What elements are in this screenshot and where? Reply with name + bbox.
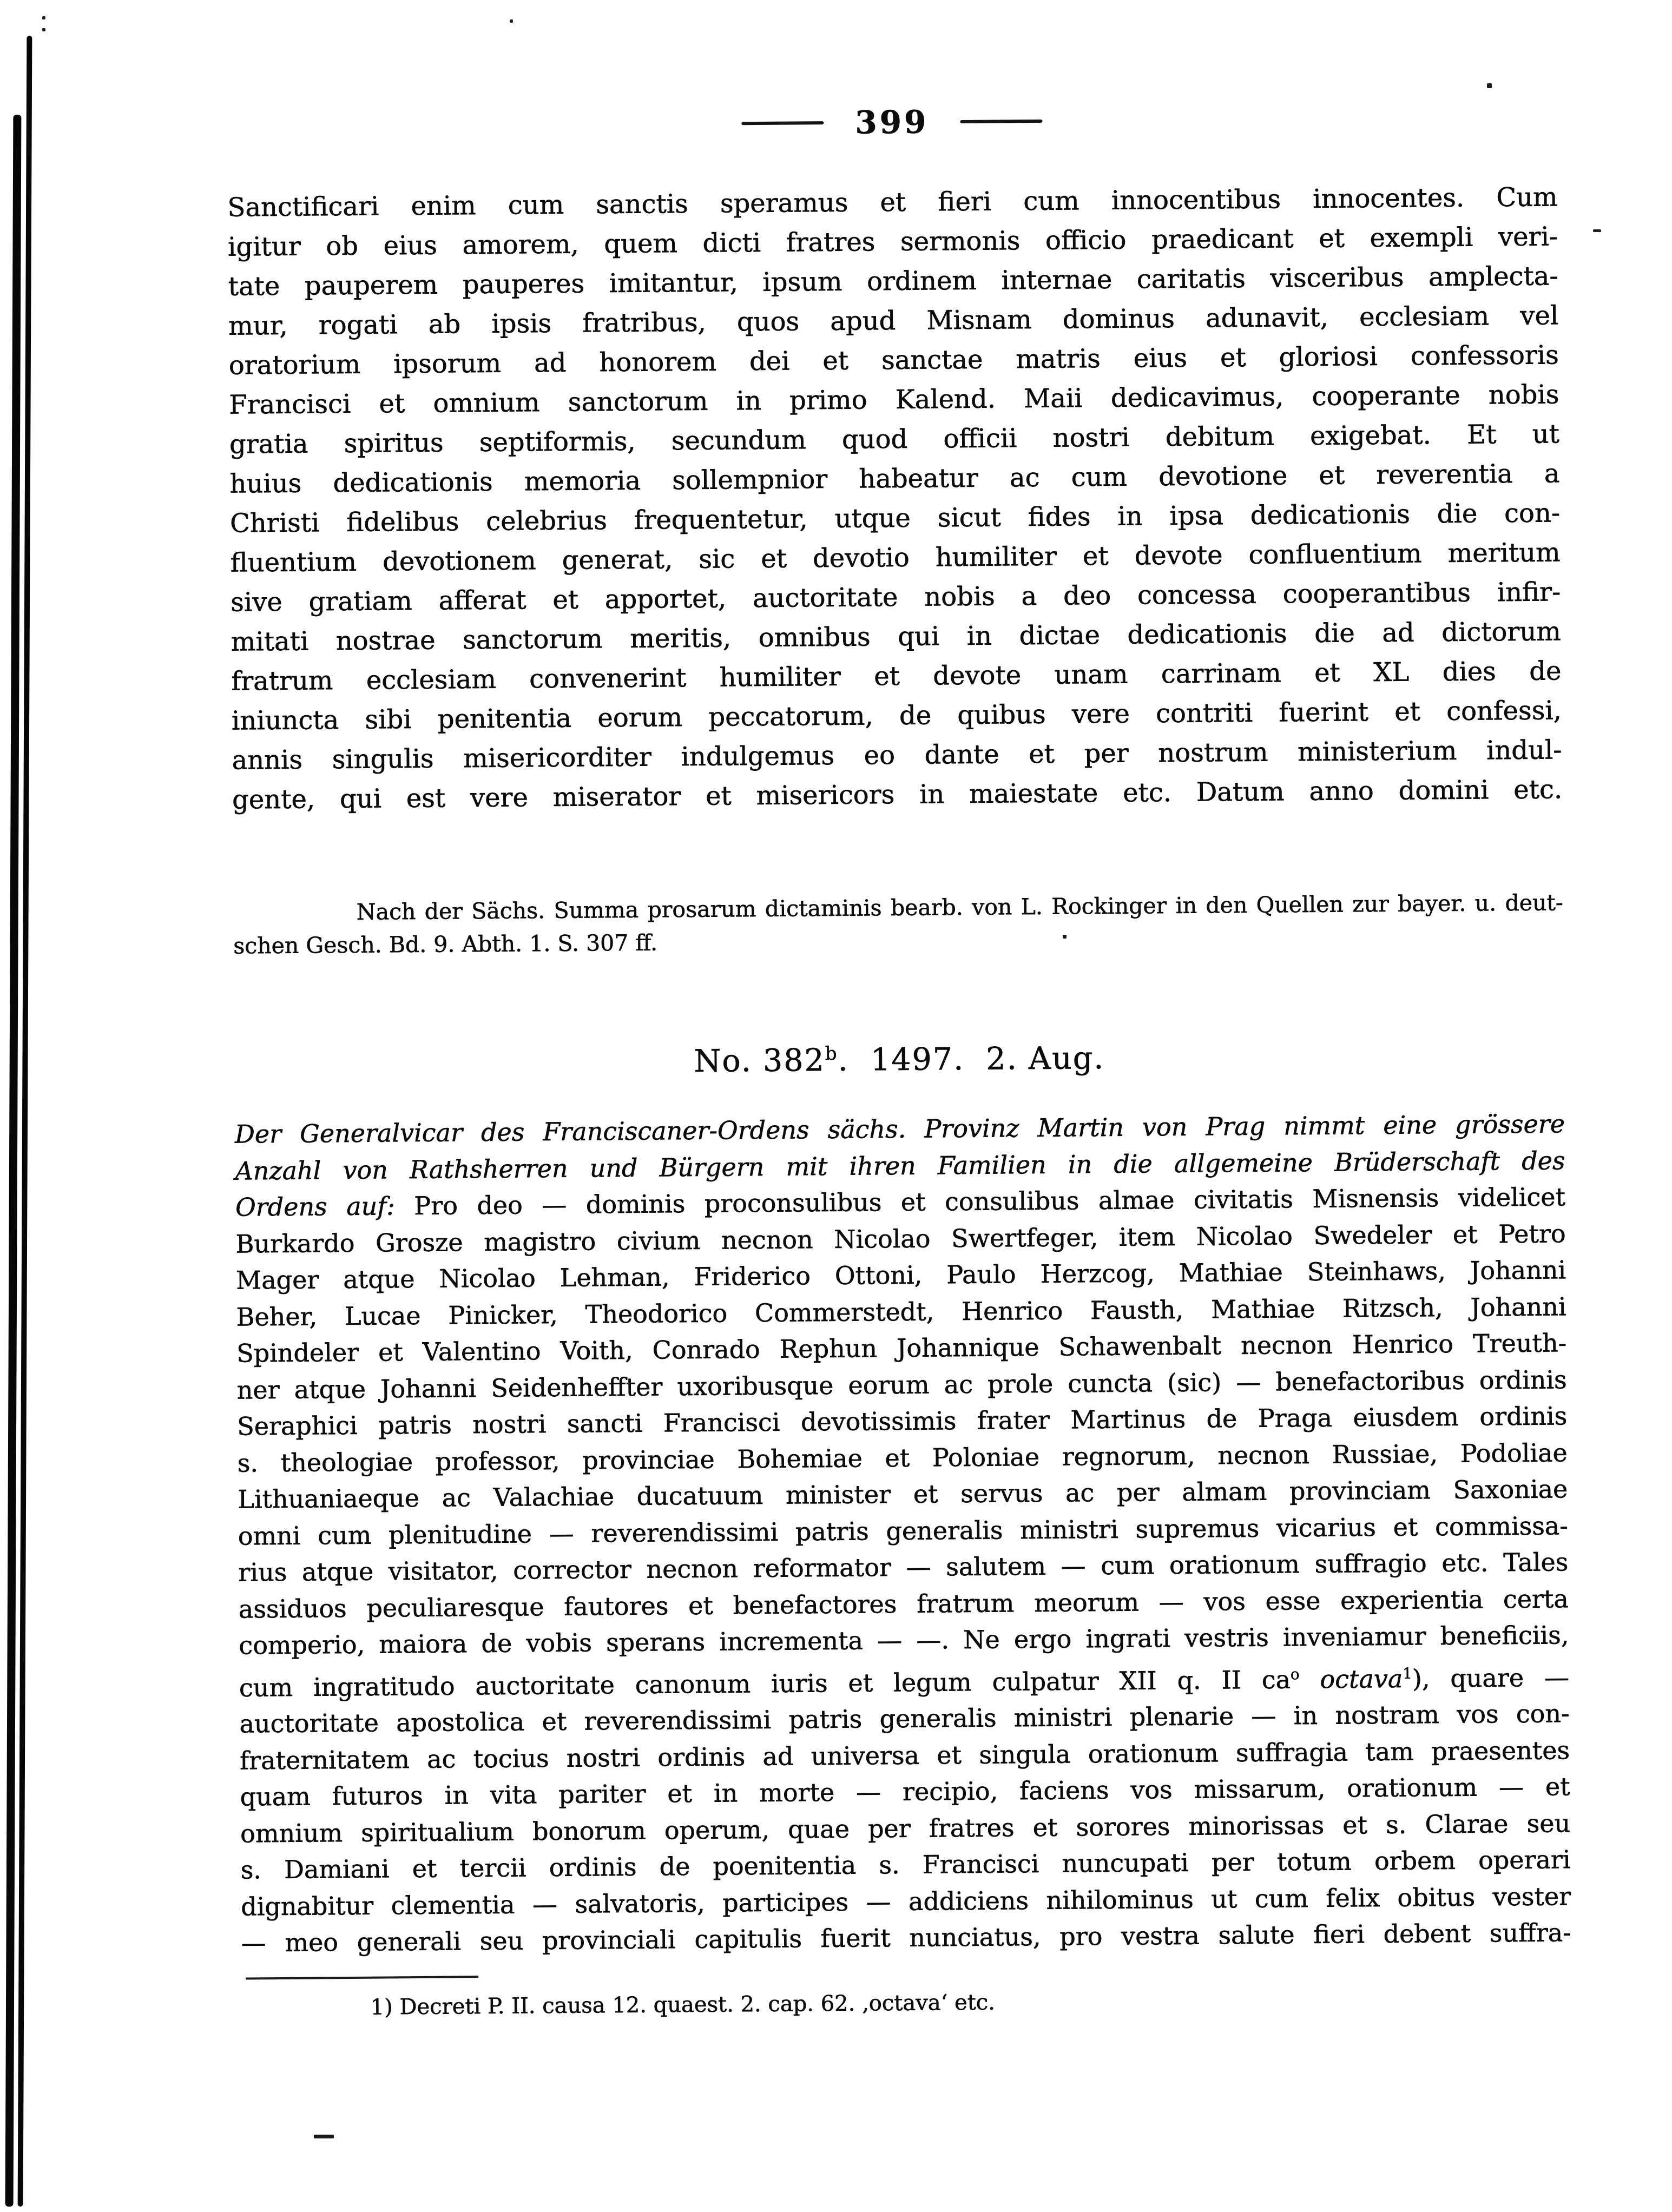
text-line: rius atque visitator, corrector necnon reformator — salutem — cum orationum suffragio etc. Tales [238,1547,1569,1587]
document-382a-body [227,177,1562,820]
header-rule-left [741,121,824,125]
text-line: gratia spiritus septiformis, secundum quod officii nostri debitum exigebat. Et ut [229,419,1560,460]
text-line: quam futuros in vita pariter et in morte — recipio, faciens vos missarum, orationum — et [240,1772,1570,1812]
text-segment: ), quare — [1412,1662,1570,1693]
scan-speck [1593,229,1601,232]
text-line: oratorium ipsorum ad honorem dei et sanctae matris eius et gloriosi confessoris [228,340,1559,381]
text-line: s. theologiae professor, provinciae Bohemiae et Poloniae regnorum, necnon Russiae, Podoliae [237,1437,1568,1478]
text-line: huius dedicationis memoria sollempnior habeatur ac cum devotione et reverentia a [229,458,1560,499]
text-line: tate pauperem pauperes imitantur, ipsum ordinem internae caritatis visceribus amplecta- [228,261,1558,302]
text-line: Beher, Lucae Pinicker, Theodorico Commerstedt, Henrico Fausth, Mathiae Ritzsch, Johanni [236,1291,1566,1332]
scan-speck [42,28,45,31]
text-line: fratrum ecclesiam convenerint humiliter et devote unam carrinam et XL dies de [231,656,1562,697]
text-line: schen Gesch. Bd. 9. Abth. 1. S. 307 ff. [233,929,658,959]
text-line [234,1036,1564,1082]
text-line: ner atque Johanni Seidenheffter uxoribusque eorum ac prole cuncta (sic) — benefactoribus ordinis [236,1364,1567,1405]
text-line: mitati nostrae sanctorum meritis, omnibus qui in dictae dedicationis die ad dictorum [231,616,1562,657]
text-line: Nach der Sächs. Summa prosarum dictaminis bearb. von L. Rockinger in den Quellen zur bayer. u. deut- [356,889,1563,925]
text-line: Mager atque Nicolao Lehman, Friderico Ottoni, Paulo Herzcog, Mathiae Steinhaws, Johanni [235,1255,1566,1295]
text-segment: cum ingratitudo auctoritate canonum iuris et legum culpatur XII q. II ca [239,1665,1291,1702]
text-segment: No. 382 [694,1042,826,1079]
header-rule-right [960,120,1042,123]
text-line: gente, qui est vere miserator et misericors in maiestate etc. Datum anno domini etc. [232,774,1563,815]
text-segment [1299,1665,1320,1694]
italic-text: Ordens auf: [235,1191,395,1222]
text-line: dignabitur clementia — salvatoris, participes — addiciens nihilominus ut cum felix obitus vester [241,1881,1571,1922]
text-line: Christi fidelibus celebrius frequentetur, utque sicut fides in ipsa dedicationis die con- [229,498,1561,539]
text-line: annis singulis misericorditer indulgemus eo dante et per nostrum ministerium indul- [232,735,1562,776]
scan-speck [42,16,45,19]
text-line: Lithuaniaeque ac Valachiae ducatuum minister et servus ac per almam provinciam Saxoniae [238,1474,1568,1514]
footnote: 1) Decreti P. II. causa 12. quaest. 2. cap. 62. ‚octava‘ etc. [370,1990,996,2020]
document-382b-body [235,1106,1571,1962]
superscript: b [825,1042,838,1065]
document-382b-heading [234,1036,1564,1082]
text-line: Spindeler et Valentino Voith, Conrado Rephun Johannique Schawenbalt necnon Henrico Treuth- [236,1328,1567,1368]
text-line: comperio, maiora de vobis sperans incrementa — —. Ne ergo ingrati vestris inveniamur beneficiis, [239,1620,1569,1660]
text-line: Seraphici patris nostri sancti Francisci devotissimis frater Martinus de Praga eiusdem ordinis [237,1401,1568,1441]
italic-text: octava [1320,1663,1403,1694]
italic-text: Der Generalvicar des Franciscaner-Ordens sächs. Provinz Martin von Prag nimmt eine grössere [234,1109,1565,1149]
text-line: iniuncta sibi penitentia eorum peccatorum, de quibus vere contriti fuerint et confessi, [231,695,1562,736]
text-line: fraternitatem ac tocius nostri ordinis ad universa et singula orationum suffragia tam praesentes [239,1735,1570,1775]
text-line: — meo generali seu provinciali capitulis fuerit nunciatus, pro vestra salute fieri debent suffra- [241,1918,1571,1958]
text-line: mur, rogati ab ipsis fratribus, quos apud Misnam dominus adunavit, ecclesiam vel [228,300,1559,341]
text-line: omnium spiritualium bonorum operum, quae per fratres et sorores minorissas et s. Clarae seu [240,1808,1571,1848]
page-number: 399 [855,103,929,141]
page-header [227,98,1557,146]
text-segment: . 1497. 2. Aug. [838,1040,1105,1078]
italic-text: Anzahl von Rathsherren und Bürgern mit ihren Familien in die allgemeine Brüderschaft des [235,1145,1565,1186]
text-line: Burkardo Grosze magistro civium necnon Nicolao Swertfeger, item Nicolao Swedeler et Petro [235,1218,1566,1259]
source-note [233,886,1564,962]
text-line: igitur ob eius amorem, quem dicti fratres sermonis officio praedicant et exempli veri- [227,221,1558,262]
text-segment: Pro deo — dominis proconsulibus et consulibus almae civitatis Misnensis videlicet [394,1182,1566,1221]
text-line: sive gratiam afferat et apportet, auctoritate nobis a deo concessa cooperantibus infir- [231,577,1561,618]
text-line: omni cum plenitudine — reverendissimi patris generalis ministri supremus vicarius et commissa- [238,1510,1568,1551]
text-line: assiduos peculiaresque fautores et benefactores fratrum meorum — vos esse experientia certa [238,1583,1569,1624]
printed-page-content [226,0,1574,2212]
text-line: s. Damiani et tercii ordinis de poenitentia s. Francisci nuncupati per totum orbem operari [240,1845,1571,1885]
text-line: Sanctificari enim cum sanctis speramus et fieri cum innocentibus innocentes. Cum [227,182,1558,223]
text-line: fluentium devotionem generat, sic et devotio humiliter et devote confluentium meritum [230,537,1561,578]
text-line: auctoritate apostolica et reverendissimi patris generalis ministri plenarie — in nostram vos con- [239,1699,1570,1739]
superscript: 1 [1403,1664,1412,1682]
text-line: Francisci et omnium sanctorum in primo Kalend. Maii dedicavimus, cooperante nobis [229,379,1559,420]
footnote-rule [246,1976,478,1979]
superscript: o [1290,1665,1300,1683]
